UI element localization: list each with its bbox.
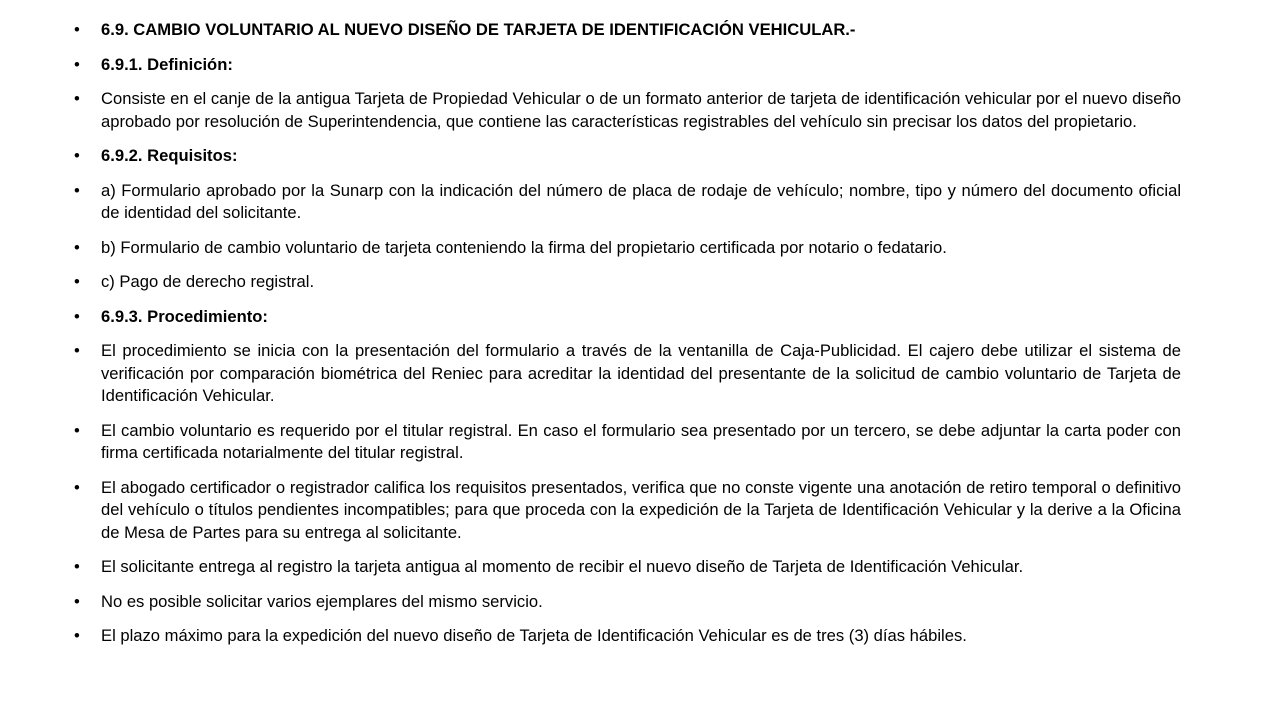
section-heading: [74, 306, 1181, 329]
item-text: 6.9. CAMBIO VOLUNTARIO AL NUEVO DISEÑO DE TARJETA DE IDENTIFICACIÓN VEHICULAR.-: [101, 20, 856, 39]
bullet-icon: •: [74, 557, 80, 576]
paragraph-item: [74, 237, 1181, 260]
bullet-icon: •: [74, 146, 80, 165]
bullet-icon: •: [74, 341, 80, 360]
paragraph-item: [74, 88, 1181, 133]
item-text: 6.9.1. Definición:: [101, 54, 233, 74]
bullet-icon: •: [74, 626, 80, 645]
item-text: c) Pago de derecho registral.: [101, 272, 315, 291]
bullet-icon: •: [74, 20, 80, 39]
bullet-icon: •: [74, 180, 80, 200]
paragraph-item: [74, 556, 1181, 579]
item-text: a) Formulario aprobado por la Sunarp con la indicación del número de placa de rodaje de vehículo; nombre, tipo y número del documento oficial de identidad del solicitante.: [101, 180, 1181, 222]
paragraph-item: [74, 591, 1181, 614]
paragraph-item: [74, 340, 1181, 408]
item-text: Consiste en el canje de la antigua Tarjeta de Propiedad Vehicular o de un formato anterior de tarjeta de identificación vehicular por el nuevo diseño aprobado por resolución de Superintendencia, que contiene las características registrables del vehículo sin precisar los datos del propietario.: [101, 89, 1181, 131]
paragraph-item: [74, 625, 1181, 648]
item-text: El plazo máximo para la expedición del nuevo diseño de Tarjeta de Identificación Vehicular es de tres (3) días hábiles.: [101, 626, 967, 645]
item-text: El cambio voluntario es requerido por el titular registral. En caso el formulario sea presentado por un tercero, se debe adjuntar la carta poder con firma certificada notarialmente del titular registral.: [101, 420, 1181, 462]
bullet-icon: •: [74, 477, 80, 497]
paragraph-item: [74, 180, 1181, 225]
bullet-icon: •: [74, 89, 80, 108]
item-text: 6.9.2. Requisitos:: [101, 146, 238, 165]
section-heading: [74, 19, 1181, 42]
item-text: No es posible solicitar varios ejemplares del mismo servicio.: [101, 591, 543, 611]
section-heading: [74, 145, 1181, 168]
paragraph-item: [74, 477, 1181, 545]
bullet-icon: •: [74, 54, 80, 74]
item-text: El solicitante entrega al registro la tarjeta antigua al momento de recibir el nuevo diseño de Tarjeta de Identificación Vehicular.: [101, 557, 1024, 576]
item-text: 6.9.3. Procedimiento:: [101, 306, 268, 326]
bullet-icon: •: [74, 237, 80, 257]
item-text: b) Formulario de cambio voluntario de tarjeta conteniendo la firma del propietario certificada por notario o fedatario.: [101, 237, 947, 257]
item-text: El abogado certificador o registrador califica los requisitos presentados, verifica que no conste vigente una anotación de retiro temporal o definitivo del vehículo o títulos pendientes incompatibles; para que proceda con la expedición de la Tarjeta de Identificación Vehicular y la derive a la Oficina de Mesa de Partes para su entrega al solicitante.: [101, 477, 1181, 542]
bullet-icon: •: [74, 420, 80, 440]
paragraph-item: [74, 420, 1181, 465]
bullet-list: [74, 19, 1181, 660]
bullet-icon: •: [74, 306, 80, 326]
bullet-icon: •: [74, 272, 80, 291]
bullet-icon: •: [74, 591, 80, 611]
item-text: El procedimiento se inicia con la presentación del formulario a través de la ventanilla de Caja-Publicidad. El cajero debe utilizar el sistema de verificación por comparación biométrica del Reniec para acreditar la identidad del presentante de la solicitud de cambio voluntario de Tarjeta de Identificación Vehicular.: [101, 341, 1181, 405]
section-heading: [74, 54, 1181, 77]
paragraph-item: [74, 271, 1181, 294]
